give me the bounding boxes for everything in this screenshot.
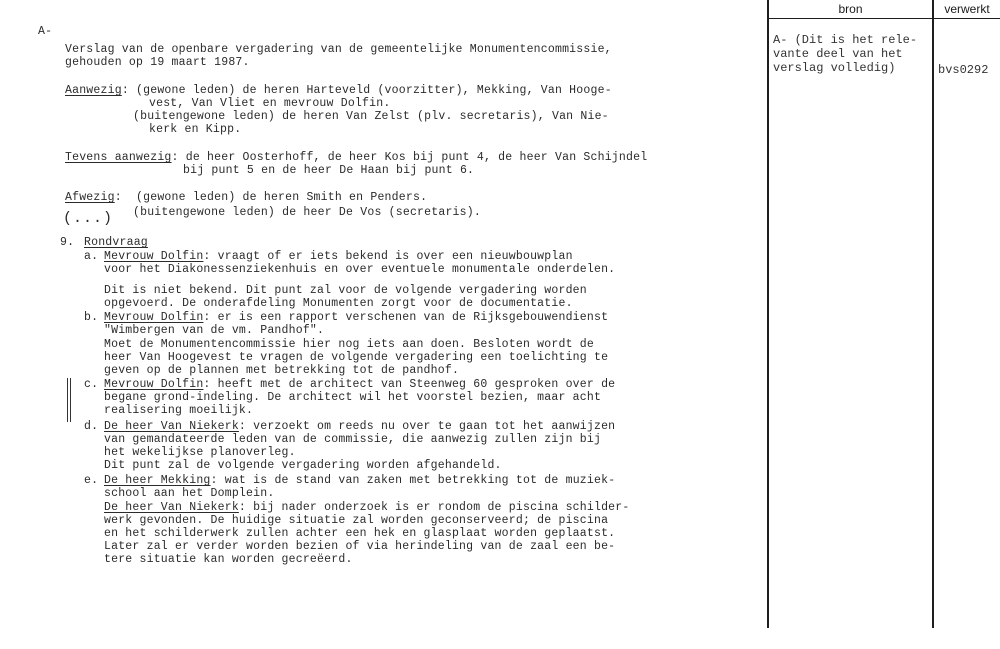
tevens-line [65, 151, 647, 164]
aanwezig-line: vest, Van Vliet en mevrouw Dolfin. [149, 97, 391, 110]
section-marker: A- [38, 25, 53, 38]
afwezig-line: (buitengewone leden) de heer De Vos (secretaris). [133, 206, 481, 219]
tevens-line: bij punt 5 en de heer De Haan bij punt 6. [183, 164, 475, 177]
intro-line: Verslag van de openbare vergadering van de gemeentelijke Monumentencommissie, [65, 43, 612, 56]
item-a-line: voor het Diakonessenziekenhuis en over eventuele monumentale onderdelen. [104, 263, 616, 276]
item-c-line: realisering moeilijk. [104, 404, 254, 417]
bron-note-line: vante deel van het [773, 47, 903, 61]
item-a-line: Mevrouw Dolfin: vraagt of er iets bekend is over een nieuwbouwplan [104, 250, 573, 263]
margin-mark [67, 378, 68, 422]
aanwezig-text: : (gewone leden) de heren Harteveld (voorzitter), Mekking, Van Hooge- [121, 84, 612, 97]
verwerkt-code: bvs0292 [938, 63, 989, 77]
item-e-line: De heer Van Niekerk: bij nader onderzoek is er rondom de piscina schilder- [104, 501, 630, 514]
item-c-line: Mevrouw Dolfin: heeft met de architect van Steenweg 60 gesproken over de [104, 378, 616, 391]
item-e-line: De heer Mekking: wat is de stand van zaken met betrekking tot de muziek- [104, 474, 616, 487]
header-rule [767, 18, 1000, 19]
item-e-line: school aan het Domplein. [104, 487, 275, 500]
aanwezig-line: (buitengewone leden) de heren Van Zelst (plv. secretaris), Van Nie- [133, 110, 609, 123]
item-b-line: "Wimbergen van de vm. Pandhof". [104, 324, 325, 337]
item-a-line: Dit is niet bekend. Dit punt zal voor de volgende vergadering worden [104, 284, 587, 297]
aanwezig-line [65, 84, 612, 97]
column-divider-mid [932, 0, 934, 628]
bron-note-line: verslag volledig) [773, 61, 896, 75]
speaker-name: Mevrouw Dolfin [104, 250, 204, 263]
afwezig-label: Afwezig [65, 191, 115, 204]
bron-note-line: A- (Dit is het rele- [773, 33, 918, 47]
item-b-line: heer Van Hoogevest te vragen de volgende vergadering een toelichting te [104, 351, 609, 364]
tevens-label: Tevens aanwezig [65, 151, 172, 164]
speaker-name: De heer Mekking [104, 474, 211, 487]
afwezig-line [65, 191, 427, 204]
item-letter: c. [84, 378, 99, 391]
aanwezig-line: kerk en Kipp. [149, 123, 242, 136]
item-c-line: begane grond-indeling. De architect wil het voorstel bezien, maar acht [104, 391, 602, 404]
header-bron: bron [838, 2, 863, 16]
item-d-line: van gemandateerde leden van de commissie, die aanwezig zullen zijn bij [104, 433, 602, 446]
intro-line: gehouden op 19 maart 1987. [65, 56, 250, 69]
item-e-line: Later zal er verder worden bezien of via herindeling van de zaal een be- [104, 540, 616, 553]
item-letter: e. [84, 474, 99, 487]
header-verwerkt: verwerkt [944, 2, 990, 16]
item-letter: b. [84, 311, 99, 324]
item-letter: d. [84, 420, 99, 433]
item-d-line: De heer Van Niekerk: verzoekt om reeds nu over te gaan tot het aanwijzen [104, 420, 616, 433]
afwezig-text: : (gewone leden) de heren Smith en Penders. [114, 191, 428, 204]
tevens-text: : de heer Oosterhoff, de heer Kos bij punt 4, de heer Van Schijndel [171, 151, 648, 164]
speaker-name: Mevrouw Dolfin [104, 378, 204, 391]
column-divider-left [767, 0, 769, 628]
item-e-line: werk gevonden. De huidige situatie zal worden geconserveerd; de piscina [104, 514, 609, 527]
item-d-line: het wekelijkse planoverleg. [104, 446, 296, 459]
omission-mark: (...) [63, 210, 114, 227]
rondvraag-title: Rondvraag [84, 236, 148, 249]
margin-mark [70, 378, 71, 422]
agenda-number: 9. [60, 236, 75, 249]
speaker-name: De heer Van Niekerk [104, 420, 239, 433]
item-b-line: Mevrouw Dolfin: er is een rapport verschenen van de Rijksgebouwendienst [104, 311, 609, 324]
item-e-line: tere situatie kan worden gecreëerd. [104, 553, 353, 566]
speaker-name: De heer Van Niekerk [104, 501, 239, 514]
item-b-line: Moet de Monumentencommissie hier nog iets aan doen. Besloten wordt de [104, 338, 594, 351]
speaker-name: Mevrouw Dolfin [104, 311, 204, 324]
item-a-line: opgevoerd. De onderafdeling Monumenten zorgt voor de documentatie. [104, 297, 573, 310]
item-d-line: Dit punt zal de volgende vergadering worden afgehandeld. [104, 459, 502, 472]
aanwezig-label: Aanwezig [65, 84, 122, 97]
item-b-line: geven op de plannen met betrekking tot de pandhof. [104, 364, 460, 377]
item-letter: a. [84, 250, 99, 263]
item-e-line: en het schilderwerk zullen achter een hek en glasplaat worden geplaatst. [104, 527, 616, 540]
